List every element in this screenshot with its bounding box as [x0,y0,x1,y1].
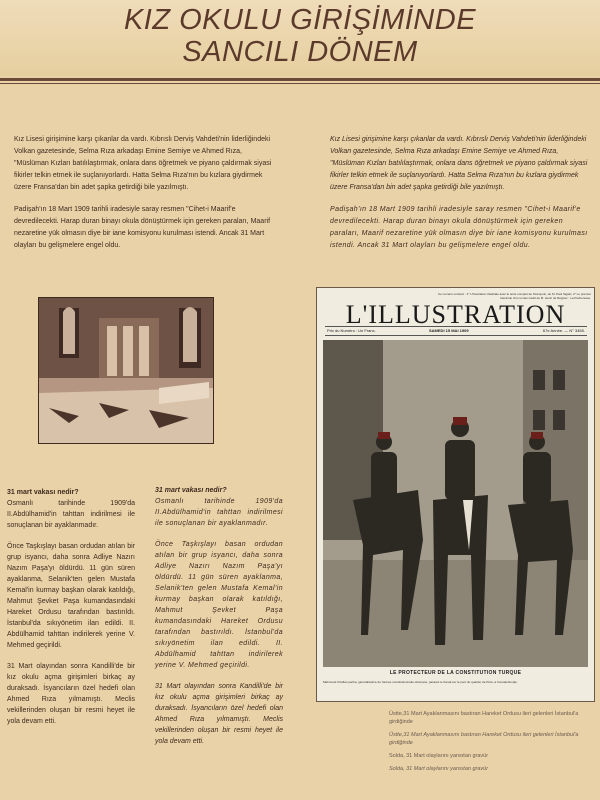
engraving-drawing [39,298,213,443]
question-paragraph-2: Önce Taşkışlayı basan ordudan atılan bir grup isyancı, daha sonra Adliye Nazırı Nazım Paşa'yı öldürdü. 11 gün süren ayaklanma, Selanik'ten gelen Mustafa Kemal'in kurmay başkan olarak katıldığı, Mahmut Şevket Paşa kumandasındaki Hareket Ordusu tarafından bastırıldı. İstanbul'da sıkıyönetim ilan edildi. II. Abdülhamid tahttan indirilerek yerine V. Mehmed geçirildi. [7,543,135,649]
question-paragraph-3-italic: 31 Mart olayından sonra Kandilli'de bir kız okulu açma girişimleri birkaç ay duraksadı. İsyancıların özel hedefi olan Ahmed Rıza yılmamıştı. Meclis vekillerinden oluşan bir resmi heyet ile yola devam etti. [155,683,283,745]
cover-subcaption: Mahmoud Chefket pacha, généralissime de l'armée constitutionnelle ottomane, passant à cheval sur le pont du quartier de Péra, à Constantinople. [323,680,518,684]
title-line-1: KIZ OKULU GİRİŞİMİNDE [123,4,477,36]
intro-paragraph-1: Kız Lisesi girişimine karşı çıkanlar da vardı. Kıbrıslı Derviş Vahdeti'nin liderliğindeki Volkan gazetesinde, Selma Rıza arkadaşı Emine Semiye ve Ahmed Rıza, "Müslüman Kızları batılılaştırmak, onlara dans öğretmek ve piyano çaldırmak siyasi fikirler telkin etmek ile suçlanıyorlardı. Hatta Selma Rıza'nın bu kızlara giydirmek üzere Fransa'dan bin adet şapka getirdiği bile yazılmıştı. [14,136,272,191]
page-header [0,0,600,76]
illustration-cover [316,287,595,702]
intro-paragraph-2: Padişah'ın 18 Mart 1909 tarihli iradesiyle saray resmen "Cihet-i Maarif'e devredilecekti. Harap duran binayı okula dönüştürmek için gereken paraları, Maarif nezaretine yük olmasın diye bir iane komisyonu kurulması istendi. Ancak 31 Mart olayları bu gelişmelere engel oldu. [14,206,271,249]
image-captions [389,710,594,778]
cover-top-note: Ce numéro contient : 1° L'Illustration théâtrale avec le texte complet de Scampolo, de M. Paul Sigalo; 2° Le premier fascicule d'un roman inédit de M. Henri de Régnier : La Pécheresse. [437,292,591,300]
caption-1: Üstte,31 Mart Ayaklanmasını bastıran Hareket Ordusu ileri gelenleri İstanbul'a girdiğinde [389,711,579,725]
question-paragraph-1-italic: Osmanlı tarihinde 1909'da II.Abdülhamid'in tahttan indirilmesi ile sonuçlanan bir ayaklanmadır. [155,498,283,527]
header-divider-thin [0,83,600,84]
cover-issue-note: 67e Année. — N° 3455. [542,328,585,333]
caption-4: Solda, 31 Mart olaylarını yansıtan gravür [389,766,489,772]
question-paragraph-3: 31 Mart olayından sonra Kandilli'de bir kız okulu açma girişimleri birkaç ay duraksadı. İsyancıların özel hedefi olan Ahmed Rıza yılmamıştı. Meclis vekillerinden oluşan bir resmi heyet ile yola devam etti. [7,663,135,725]
cover-caption: LE PROTECTEUR DE LA CONSTITUTION TURQUE [389,670,522,676]
cover-masthead: L'ILLUSTRATION [345,300,566,329]
question-heading: 31 mart vakası nedir? [7,489,79,496]
cover-date: SAMEDI 15 MAI 1909 [429,328,469,333]
question-block-italic [155,485,283,757]
question-paragraph-2-italic: Önce Taşkışlayı basan ordudan atılan bir grup isyancı, daha sonra Adliye Nazırı Nazım Paşa'yı öldürdü. 11 gün süren ayaklanma, Selanik'ten gelen Mustafa Kemal'in kurmay başkan olarak katıldığı, Mahmut Şevket Paşa kumandasındaki Hareket Ordusu tarafından bastırıldı. İstanbul'da sıkıyönetim ilan edildi. II. Abdülhamid tahttan indirilerek yerine V. Mehmed geçirildi. [155,541,283,669]
question-block-upright [7,487,135,737]
page-title [0,0,600,68]
cover-price-note: Prix du Numéro : Un Franc. [327,328,376,333]
caption-3: Solda, 31 Mart olaylarını yansıtan gravür [389,753,489,759]
caption-2: Üstte,31 Mart Ayaklanmasını bastıran Hareket Ordusu ileri gelenleri İstanbul'a girdiğinde [389,732,579,746]
intro-paragraph-1-italic: Kız Lisesi girişimine karşı çıkanlar da vardı. Kıbrıslı Derviş Vahdeti'nin liderliğindeki Volkan gazetesinde, Selma Rıza arkadaşı Emine Semiye ve Ahmed Rıza, "Müslüman Kızları batılılaştırmak, onlara dans öğretmek ve piyano çaldırmak siyasi fikirler telkin etmek ile suçlanıyorlardı. Hatta Selma Rıza'nın bu kızlara giydirmek üzere Fransa'dan bin adet şapka getirdiği bile yazılmıştı. [330,136,588,191]
intro-text-right [330,134,594,262]
intro-text-left [14,134,276,262]
engraving-image [38,297,214,444]
cover-dateline [325,326,587,336]
question-heading-italic: 31 mart vakası nedir? [155,487,227,494]
intro-paragraph-2-italic: Padişah'ın 18 Mart 1909 tarihli iradesiyle saray resmen "Cihet-i Maarif'e devredilecekti. Harap duran binayı okula dönüştürmek için gereken paraları, Maarif nezaretine yük olmasın diye bir iane komisyonu kurulması istendi. Ancak 31 Mart olayları bu gelişmelere engel oldu. [330,206,588,249]
cover-photo-drawing [323,340,588,667]
title-line-2: SANCILI DÖNEM [182,36,418,68]
header-divider [0,78,600,81]
cover-photo [323,340,588,667]
question-paragraph-1: Osmanlı tarihinde 1909'da II.Abdülhamid'in tahttan indirilmesi ile sonuçlanan bir ayaklanmadır. [7,500,135,529]
